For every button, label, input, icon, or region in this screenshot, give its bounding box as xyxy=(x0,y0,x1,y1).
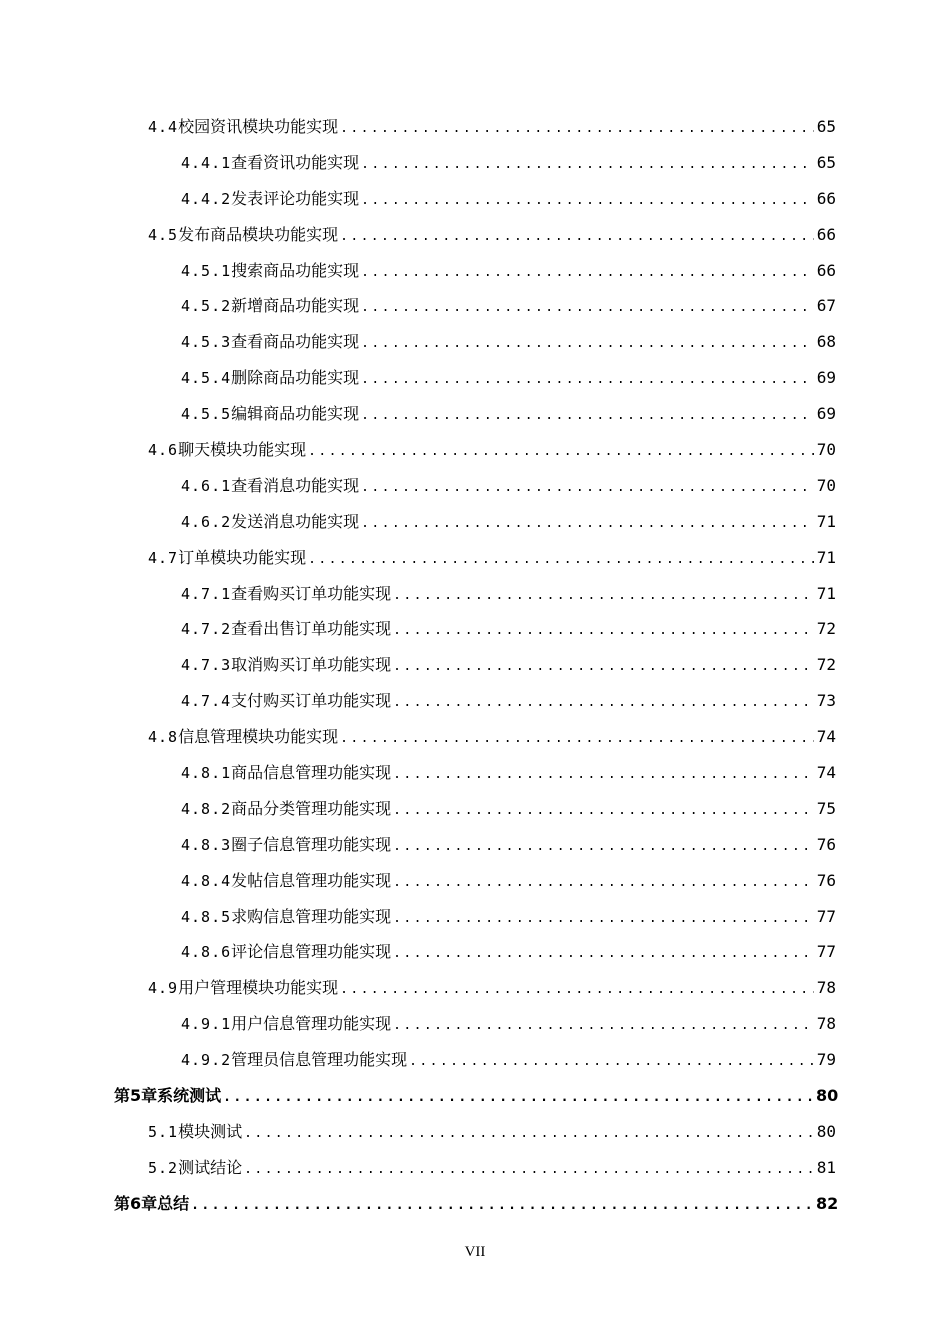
toc-dot-leader xyxy=(361,478,814,498)
toc-entry[interactable] xyxy=(0,469,950,505)
toc-entry[interactable] xyxy=(0,218,950,254)
toc-entry-number: 4.8 xyxy=(148,728,179,747)
toc-entry-page-number: 72 xyxy=(816,619,836,639)
toc-dot-leader xyxy=(393,873,814,893)
toc-entry-line xyxy=(148,117,836,139)
toc-entry-page-number: 69 xyxy=(816,404,836,424)
toc-entry-page-number: 76 xyxy=(816,834,836,854)
toc-entry-page-number: 71 xyxy=(816,583,836,603)
toc-entry-line xyxy=(181,476,836,498)
toc-entry-title: 商品分类管理功能实现 xyxy=(231,798,392,818)
toc-dot-leader xyxy=(191,1196,814,1216)
toc-entry-line xyxy=(148,1122,836,1144)
toc-dot-leader xyxy=(393,944,814,964)
toc-entry-number: 4.8.3 xyxy=(181,835,232,854)
toc-dot-leader xyxy=(361,155,814,175)
toc-entry-line xyxy=(148,548,836,570)
toc-entry-number: 4.4 xyxy=(148,117,179,136)
toc-dot-leader xyxy=(409,1052,814,1072)
toc-entry-title: 查看商品功能实现 xyxy=(231,332,360,352)
toc-entry-title: 用户信息管理功能实现 xyxy=(231,1014,392,1034)
toc-entry[interactable] xyxy=(0,1115,950,1151)
toc-entry-line xyxy=(181,942,836,964)
toc-entry-title: 用户管理模块功能实现 xyxy=(178,978,339,998)
toc-entry-title: 编辑商品功能实现 xyxy=(231,404,360,424)
toc-dot-leader xyxy=(340,980,814,1000)
toc-entry-page-number: 69 xyxy=(816,368,836,388)
toc-entry[interactable] xyxy=(0,900,950,936)
toc-entry-number: 4.6 xyxy=(148,440,179,459)
toc-entry-number: 4.6.1 xyxy=(181,476,232,495)
toc-entry-line xyxy=(181,655,836,677)
toc-entry[interactable] xyxy=(0,361,950,397)
toc-entry-title: 评论信息管理功能实现 xyxy=(231,942,392,962)
toc-entry-number: 4.5.5 xyxy=(181,405,232,424)
toc-entry-line xyxy=(181,691,836,713)
toc-entry[interactable] xyxy=(0,1007,950,1043)
toc-entry-page-number: 80 xyxy=(816,1121,836,1141)
toc-entry-page-number: 80 xyxy=(816,1085,839,1105)
toc-dot-leader xyxy=(361,191,814,211)
toc-entry-line xyxy=(148,978,836,1000)
toc-entry[interactable] xyxy=(0,182,950,218)
toc-entry-number: 4.5.1 xyxy=(181,261,232,280)
toc-entry[interactable] xyxy=(0,1079,950,1115)
toc-entry[interactable] xyxy=(0,254,950,290)
toc-entry-title: 商品信息管理功能实现 xyxy=(231,762,392,782)
toc-entry-title: 测试结论 xyxy=(178,1157,243,1177)
toc-entry-page-number: 66 xyxy=(816,188,836,208)
toc-entry-title: 发送消息功能实现 xyxy=(231,511,360,531)
toc-entry-number: 4.5.2 xyxy=(181,297,232,316)
toc-entry-number: 4.8.1 xyxy=(181,763,232,782)
toc-entry-line xyxy=(181,261,836,283)
toc-dot-leader xyxy=(308,550,814,570)
toc-entry-line xyxy=(181,871,836,893)
toc-entry-number: 4.9.1 xyxy=(181,1015,232,1034)
toc-entry[interactable] xyxy=(0,325,950,361)
table-of-contents xyxy=(0,110,950,1223)
toc-dot-leader xyxy=(244,1124,814,1144)
toc-entry[interactable] xyxy=(0,505,950,541)
toc-entry-line xyxy=(148,225,836,247)
toc-dot-leader xyxy=(393,621,814,641)
toc-entry-line xyxy=(181,1050,836,1072)
toc-entry-page-number: 78 xyxy=(816,978,836,998)
toc-entry-line xyxy=(181,153,836,175)
toc-entry[interactable] xyxy=(0,756,950,792)
toc-entry[interactable] xyxy=(0,1187,950,1223)
toc-dot-leader xyxy=(393,909,814,929)
toc-entry-page-number: 71 xyxy=(816,511,836,531)
toc-dot-leader xyxy=(340,119,814,139)
toc-entry[interactable] xyxy=(0,110,950,146)
toc-entry[interactable] xyxy=(0,612,950,648)
toc-entry-number: 4.7.4 xyxy=(181,692,232,711)
toc-dot-leader xyxy=(361,514,814,534)
toc-entry[interactable] xyxy=(0,684,950,720)
toc-entry-title: 取消购买订单功能实现 xyxy=(231,655,392,675)
toc-entry-title: 新增商品功能实现 xyxy=(231,296,360,316)
toc-entry-title: 管理员信息管理功能实现 xyxy=(231,1050,408,1070)
toc-entry-page-number: 65 xyxy=(816,152,836,172)
toc-dot-leader xyxy=(393,765,814,785)
toc-entry-number: 第5章 xyxy=(114,1085,158,1105)
toc-entry-number: 4.7 xyxy=(148,548,179,567)
toc-dot-leader xyxy=(340,227,814,247)
toc-dot-leader xyxy=(361,298,814,318)
toc-entry-page-number: 70 xyxy=(816,475,836,495)
toc-entry-page-number: 66 xyxy=(816,224,836,244)
toc-entry-number: 4.8.2 xyxy=(181,799,232,818)
toc-entry-number: 4.7.2 xyxy=(181,620,232,639)
toc-dot-leader xyxy=(361,370,814,390)
toc-entry-page-number: 70 xyxy=(816,439,836,459)
toc-entry-number: 5.1 xyxy=(148,1122,179,1141)
toc-dot-leader xyxy=(308,442,814,462)
toc-entry-title: 搜索商品功能实现 xyxy=(231,260,360,280)
toc-entry-title: 支付购买订单功能实现 xyxy=(231,691,392,711)
toc-dot-leader xyxy=(244,1160,814,1180)
toc-entry-line xyxy=(181,835,836,857)
toc-dot-leader xyxy=(393,586,814,606)
toc-entry-line xyxy=(181,584,836,606)
toc-entry-title: 查看资讯功能实现 xyxy=(231,152,360,172)
toc-entry-page-number: 74 xyxy=(816,727,836,747)
toc-entry[interactable] xyxy=(0,397,950,433)
toc-entry-number: 4.7.1 xyxy=(181,584,232,603)
toc-entry-title: 求购信息管理功能实现 xyxy=(231,906,392,926)
toc-entry-page-number: 78 xyxy=(816,1014,836,1034)
toc-entry-line xyxy=(181,368,836,390)
toc-dot-leader xyxy=(361,263,814,283)
toc-entry-page-number: 81 xyxy=(816,1157,836,1177)
toc-entry-title: 信息管理模块功能实现 xyxy=(178,727,339,747)
toc-entry-line xyxy=(181,512,836,534)
toc-entry-page-number: 77 xyxy=(816,906,836,926)
toc-entry-title: 删除商品功能实现 xyxy=(231,368,360,388)
toc-entry-title: 聊天模块功能实现 xyxy=(178,439,307,459)
toc-entry-line xyxy=(114,1085,839,1108)
toc-entry-page-number: 66 xyxy=(816,260,836,280)
toc-entry-title: 发表评论功能实现 xyxy=(231,188,360,208)
toc-entry[interactable] xyxy=(0,433,950,469)
toc-entry-page-number: 72 xyxy=(816,655,836,675)
toc-entry-page-number: 74 xyxy=(816,762,836,782)
toc-entry-number: 4.4.1 xyxy=(181,153,232,172)
toc-dot-leader xyxy=(361,334,814,354)
toc-dot-leader xyxy=(340,729,814,749)
toc-entry[interactable] xyxy=(0,648,950,684)
toc-entry[interactable] xyxy=(0,1151,950,1187)
toc-dot-leader xyxy=(393,801,814,821)
toc-entry-number: 4.8.4 xyxy=(181,871,232,890)
toc-entry-line xyxy=(181,332,836,354)
toc-entry-page-number: 71 xyxy=(816,547,836,567)
page-number-footer: VII xyxy=(464,1244,486,1260)
toc-entry-title: 模块测试 xyxy=(178,1121,243,1141)
toc-entry[interactable] xyxy=(0,541,950,577)
toc-dot-leader xyxy=(223,1088,814,1108)
toc-entry-number: 4.5 xyxy=(148,225,179,244)
toc-entry-title: 发布商品模块功能实现 xyxy=(178,224,339,244)
toc-entry-page-number: 73 xyxy=(816,691,836,711)
toc-entry[interactable] xyxy=(0,864,950,900)
toc-entry-title: 订单模块功能实现 xyxy=(178,547,307,567)
toc-entry-number: 4.4.2 xyxy=(181,189,232,208)
toc-entry-line xyxy=(148,727,836,749)
toc-entry-page-number: 79 xyxy=(816,1050,836,1070)
toc-entry[interactable] xyxy=(0,720,950,756)
toc-entry-line xyxy=(114,1193,839,1216)
toc-entry-page-number: 76 xyxy=(816,870,836,890)
toc-entry-line xyxy=(181,763,836,785)
toc-entry-title: 系统测试 xyxy=(157,1085,222,1105)
toc-entry-line xyxy=(181,189,836,211)
toc-entry-number: 第6章 xyxy=(114,1193,158,1213)
toc-entry-title: 查看购买订单功能实现 xyxy=(231,583,392,603)
toc-entry-number: 4.9.2 xyxy=(181,1051,232,1070)
toc-dot-leader xyxy=(361,406,814,426)
toc-entry-number: 4.9 xyxy=(148,979,179,998)
toc-entry-page-number: 77 xyxy=(816,942,836,962)
toc-entry-line xyxy=(148,440,836,462)
toc-entry-title: 总结 xyxy=(157,1193,190,1213)
toc-entry-title: 发帖信息管理功能实现 xyxy=(231,870,392,890)
toc-dot-leader xyxy=(393,837,814,857)
toc-entry-title: 查看消息功能实现 xyxy=(231,475,360,495)
toc-dot-leader xyxy=(393,657,814,677)
toc-entry-line xyxy=(181,404,836,426)
toc-entry-page-number: 82 xyxy=(816,1193,839,1213)
toc-entry-number: 4.5.4 xyxy=(181,369,232,388)
toc-entry-line xyxy=(181,799,836,821)
toc-entry[interactable] xyxy=(0,792,950,828)
toc-entry-number: 4.8.5 xyxy=(181,907,232,926)
toc-entry-line xyxy=(181,619,836,641)
toc-entry-page-number: 67 xyxy=(816,296,836,316)
toc-entry-number: 4.6.2 xyxy=(181,512,232,531)
toc-entry-number: 4.7.3 xyxy=(181,656,232,675)
toc-entry-line xyxy=(181,1014,836,1036)
toc-entry-page-number: 68 xyxy=(816,332,836,352)
toc-dot-leader xyxy=(393,693,814,713)
toc-entry-number: 5.2 xyxy=(148,1158,179,1177)
toc-entry-number: 4.8.6 xyxy=(181,943,232,962)
toc-entry[interactable] xyxy=(0,1043,950,1079)
toc-entry[interactable] xyxy=(0,289,950,325)
toc-entry-page-number: 75 xyxy=(816,798,836,818)
toc-dot-leader xyxy=(393,1016,814,1036)
toc-entry-number: 4.5.3 xyxy=(181,333,232,352)
toc-entry-title: 查看出售订单功能实现 xyxy=(231,619,392,639)
toc-entry-line xyxy=(181,296,836,318)
toc-entry-line xyxy=(148,1158,836,1180)
toc-entry-line xyxy=(181,907,836,929)
toc-entry[interactable] xyxy=(0,971,950,1007)
toc-entry[interactable] xyxy=(0,828,950,864)
toc-entry[interactable] xyxy=(0,577,950,613)
toc-entry-title: 圈子信息管理功能实现 xyxy=(231,834,392,854)
toc-entry[interactable] xyxy=(0,146,950,182)
toc-entry-title: 校园资讯模块功能实现 xyxy=(178,116,339,136)
toc-entry-page-number: 65 xyxy=(816,116,836,136)
toc-entry[interactable] xyxy=(0,935,950,971)
